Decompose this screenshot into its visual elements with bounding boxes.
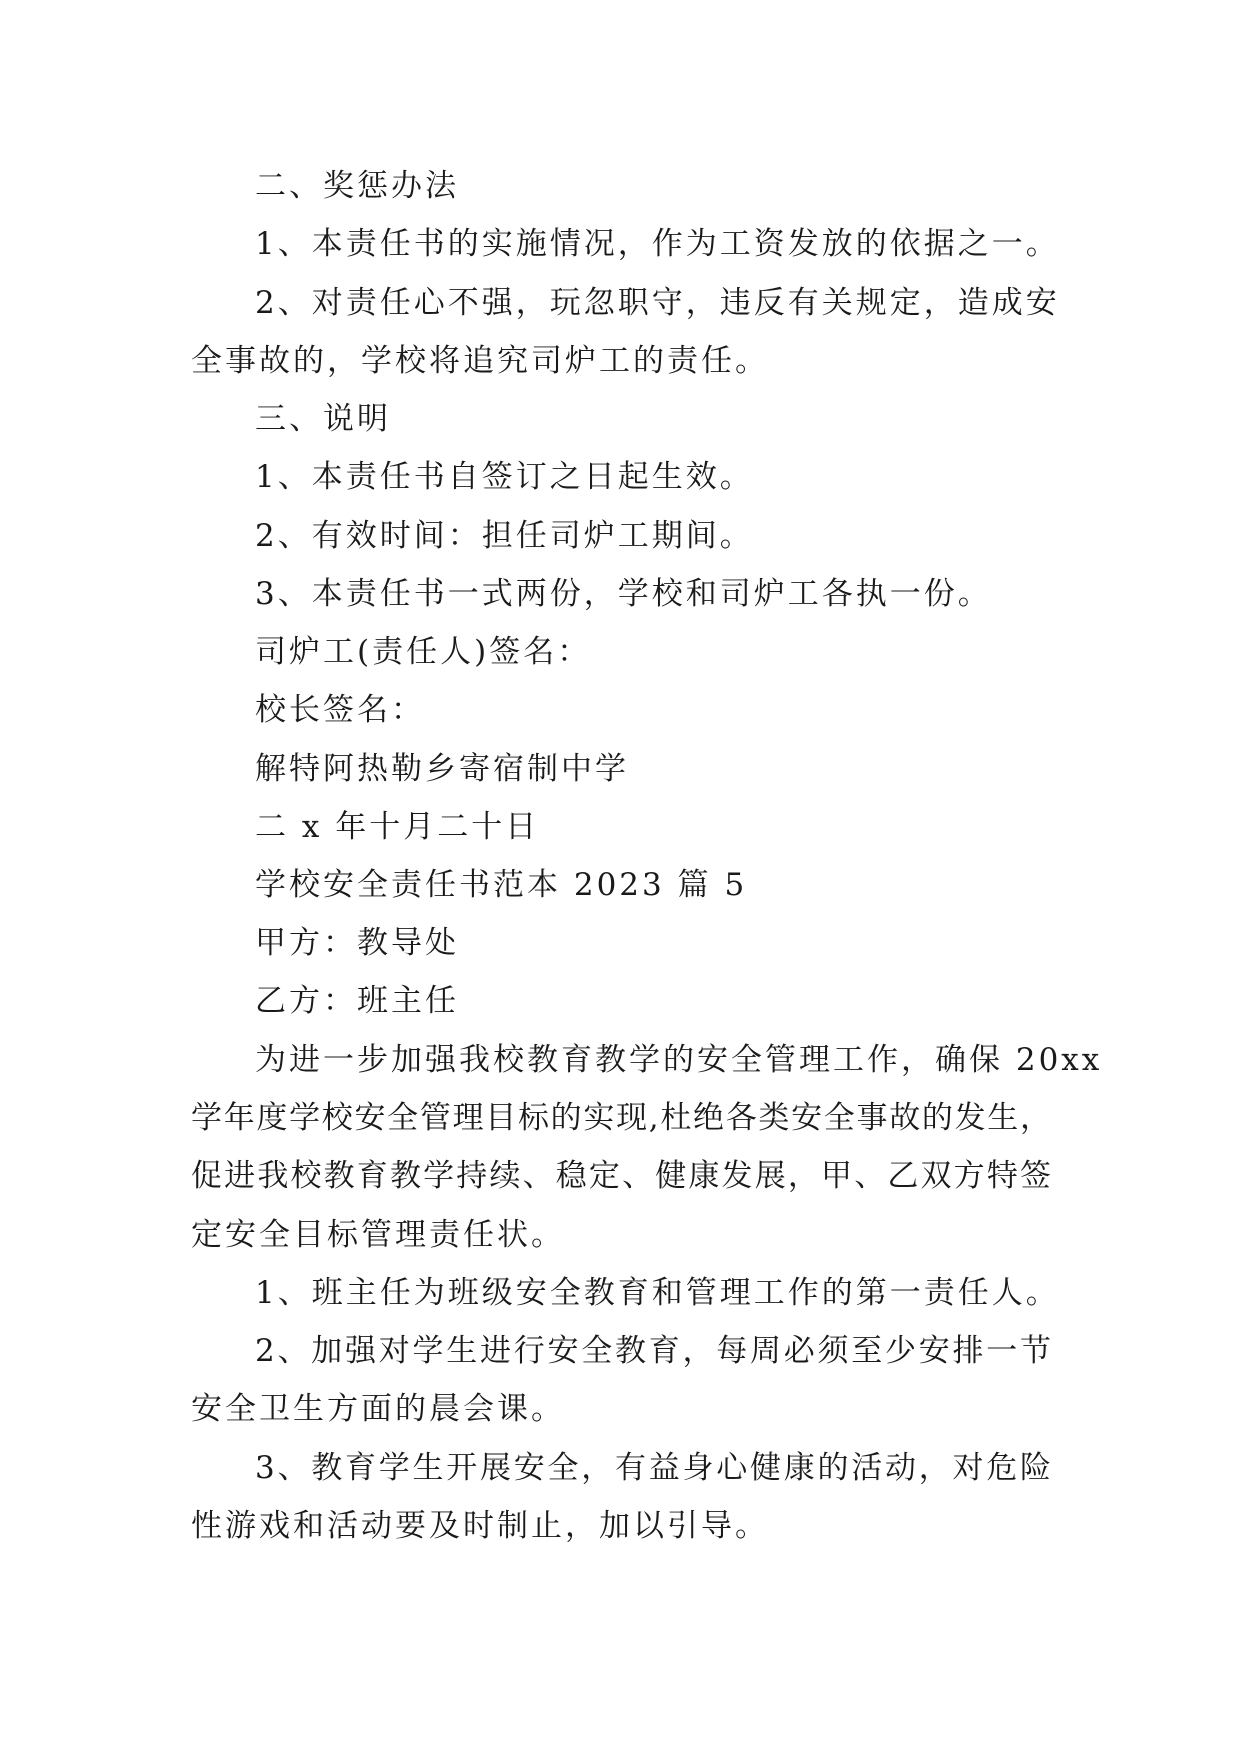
document-date: 二 x 年十月二十日 [255, 809, 540, 845]
paragraph-line: 促进我校教育教学持续、稳定、健康发展，甲、乙双方特签 [191, 1158, 1051, 1194]
paragraph-line: 学年度学校安全管理目标的实现,杜绝各类安全事故的发生， [191, 1100, 1051, 1136]
party-a: 甲方：教导处 [255, 925, 459, 961]
paragraph-line: 2、加强对学生进行安全教育，每周必须至少安排一节 [255, 1333, 1051, 1369]
paragraph-line: 性游戏和活动要及时制止，加以引导。 [191, 1508, 769, 1544]
paragraph-line: 3、教育学生开展安全，有益身心健康的活动，对危险 [255, 1450, 1051, 1486]
paragraph-line: 2、有效时间：担任司炉工期间。 [255, 518, 754, 554]
school-name: 解特阿热勒乡寄宿制中学 [255, 751, 629, 787]
section-heading-rewards: 二、奖惩办法 [255, 168, 459, 204]
paragraph-line: 定安全目标管理责任状。 [191, 1217, 565, 1253]
signature-line-principal: 校长签名： [255, 692, 425, 728]
paragraph-line: 安全卫生方面的晨会课。 [191, 1391, 565, 1427]
paragraph-line: 1、本责任书的实施情况，作为工资发放的依据之一。 [255, 226, 1060, 262]
document-title: 学校安全责任书范本 2023 篇 5 [255, 867, 748, 903]
signature-line-boiler-worker: 司炉工(责任人)签名： [255, 634, 592, 670]
paragraph-line: 为进一步加强我校教育教学的安全管理工作，确保 20xx [255, 1042, 1103, 1078]
paragraph-line: 全事故的，学校将追究司炉工的责任。 [191, 343, 769, 379]
section-heading-notes: 三、说明 [255, 401, 391, 437]
paragraph-line: 1、班主任为班级安全教育和管理工作的第一责任人。 [255, 1275, 1060, 1311]
party-b: 乙方：班主任 [255, 983, 459, 1019]
paragraph-line: 3、本责任书一式两份，学校和司炉工各执一份。 [255, 576, 992, 612]
paragraph-line: 1、本责任书自签订之日起生效。 [255, 459, 754, 495]
paragraph-line: 2、对责任心不强，玩忽职守，违反有关规定，造成安 [255, 285, 1060, 321]
